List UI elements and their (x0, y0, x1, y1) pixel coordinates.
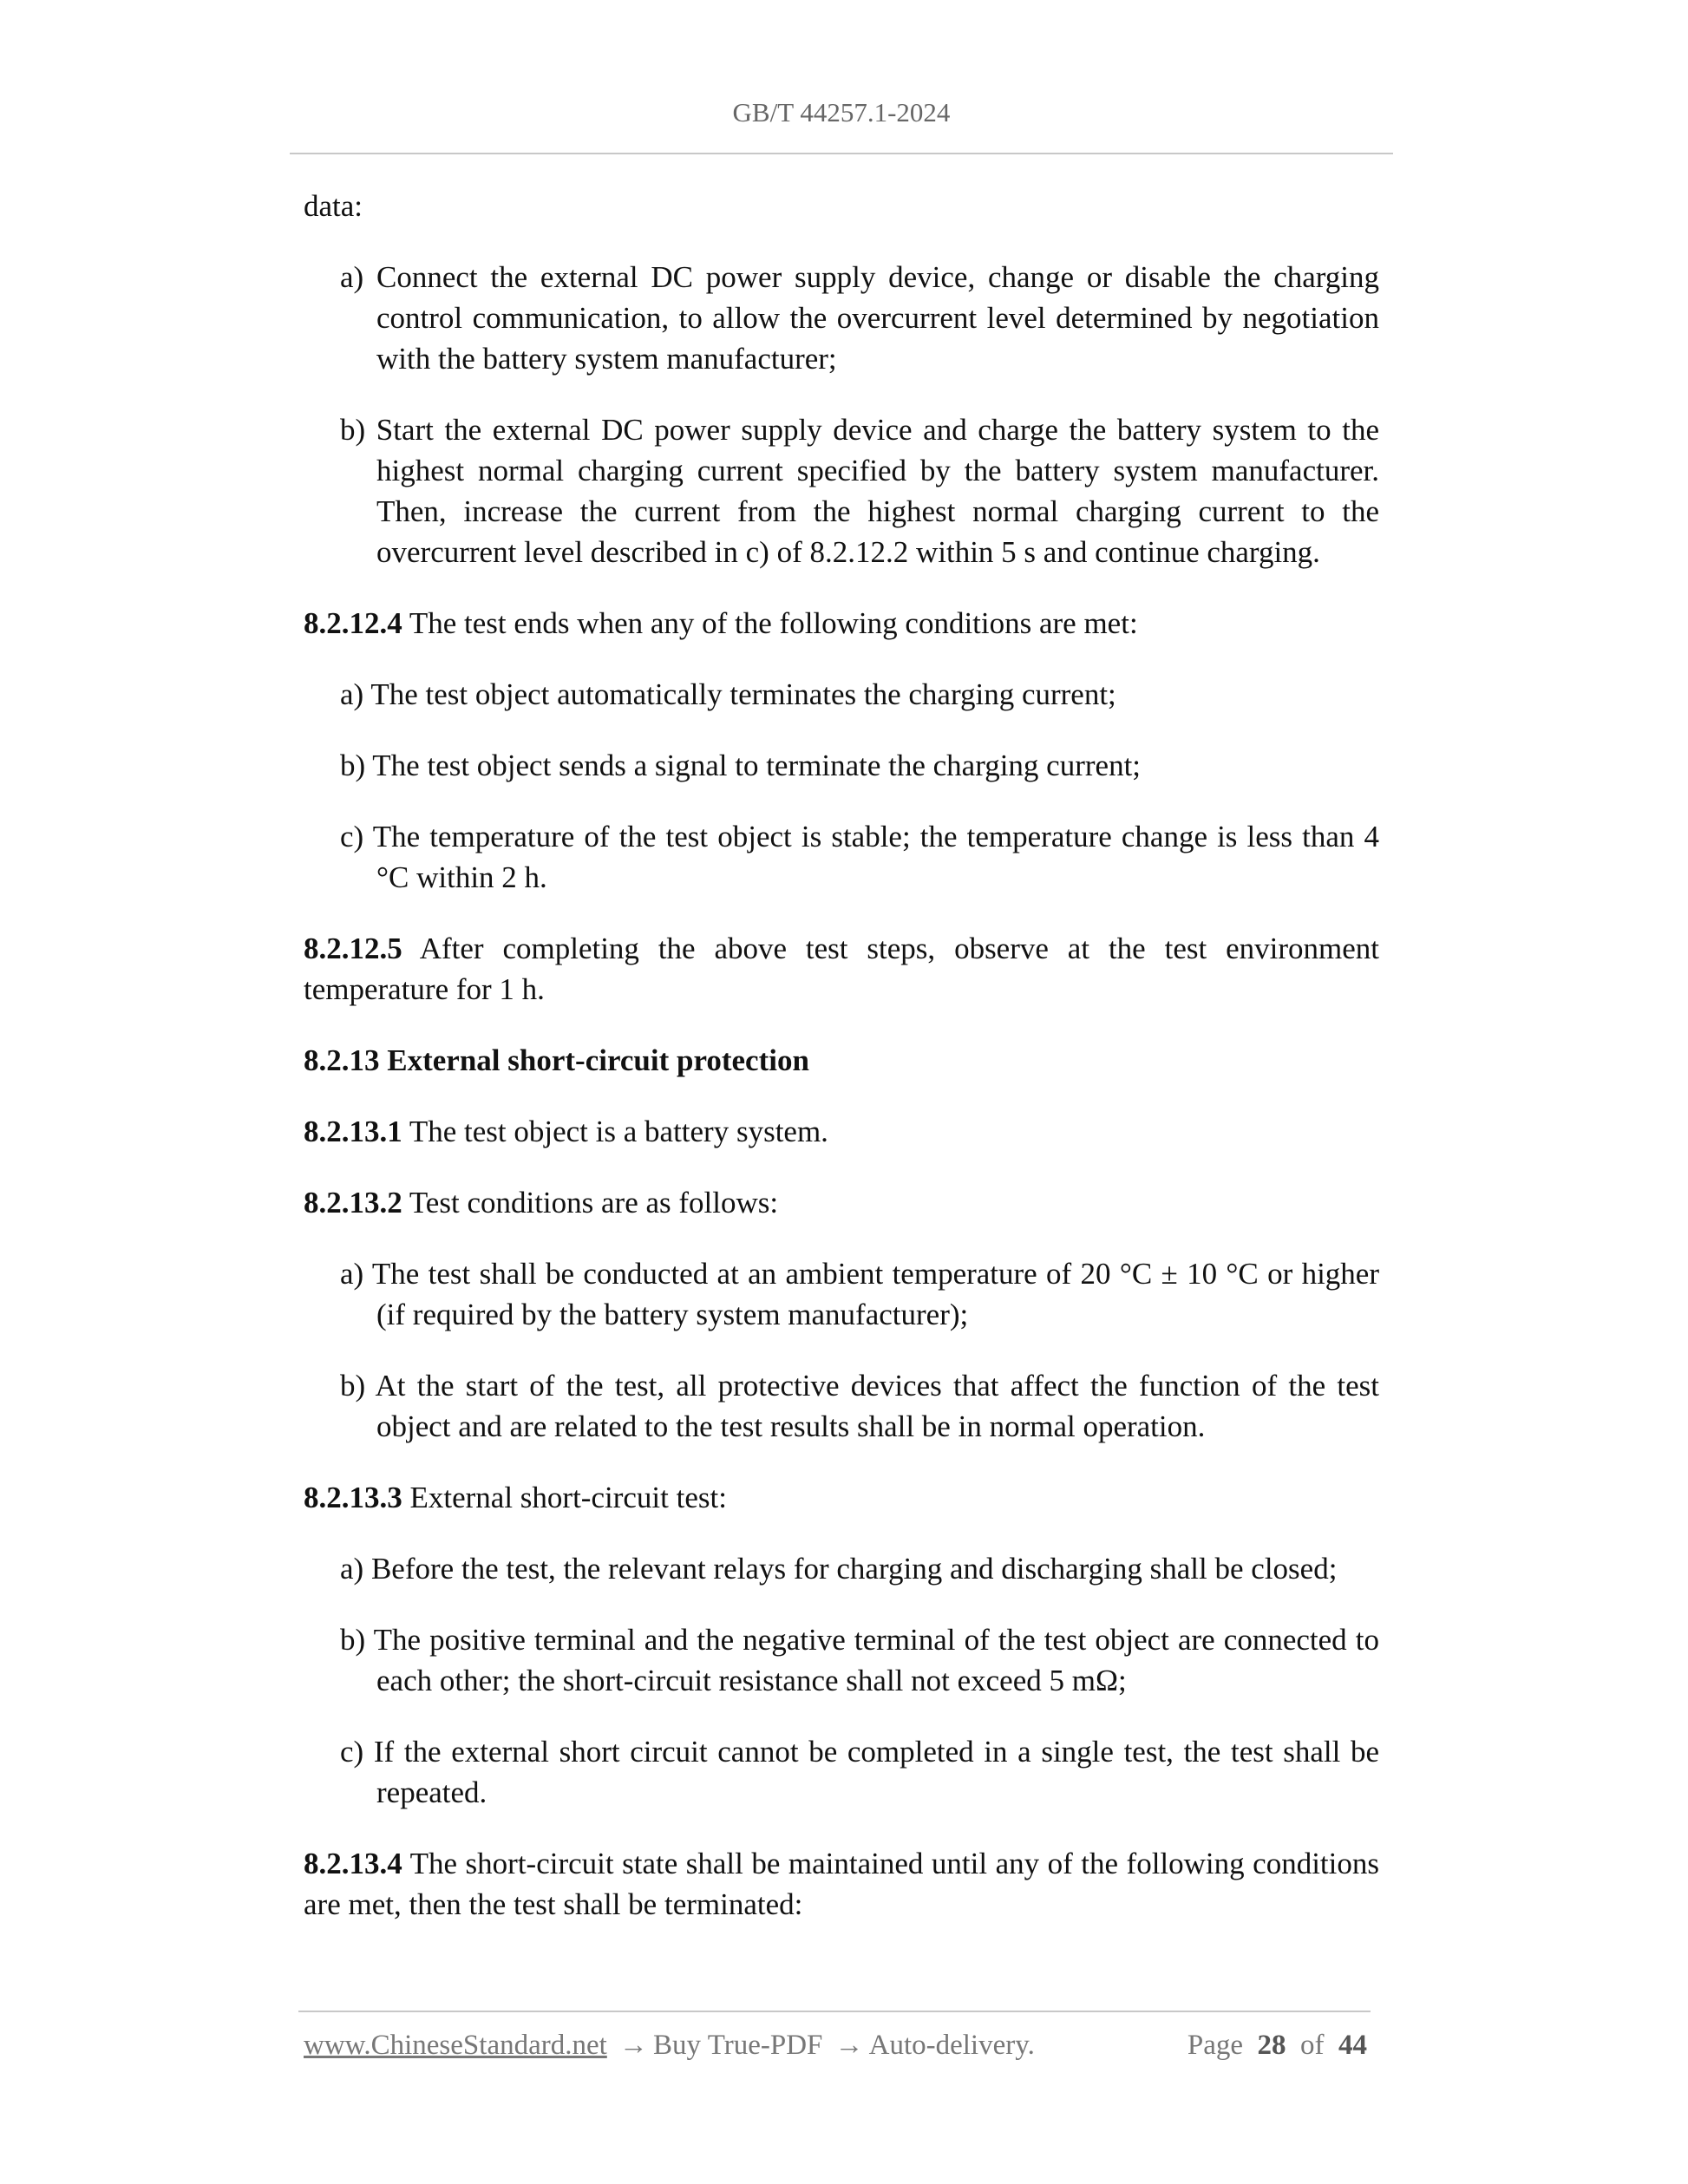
list-item (340, 1619, 1379, 1701)
page-number: 28 (1257, 2030, 1286, 2061)
arrow-right-icon: → (619, 2030, 649, 2061)
arrow-right-icon: → (834, 2030, 864, 2061)
intro-text: data: (304, 189, 363, 223)
list-marker: b) (340, 413, 366, 447)
footer-divider (298, 2011, 1371, 2012)
list-marker: b) (340, 749, 366, 782)
list-text: The temperature of the test object is stable; the temperature change is less than 4 °C within 2 h. (372, 820, 1379, 894)
list-item (340, 409, 1379, 572)
page-indicator (1187, 2030, 1367, 2062)
list-marker: a) (340, 677, 364, 711)
list-marker: b) (340, 1623, 366, 1657)
clause-text: The test ends when any of the following conditions are met: (409, 606, 1138, 640)
clause-8-2-12-5 (304, 928, 1379, 1010)
list-marker: a) (340, 1257, 364, 1291)
footer-promo (304, 2030, 1035, 2062)
clause-number: 8.2.12.5 (304, 932, 402, 965)
list-item (340, 1253, 1379, 1335)
list-text: The positive terminal and the negative terminal of the test object are connected to each other; the short-circuit resistance shall not exceed 5 mΩ; (373, 1623, 1379, 1697)
list-item (340, 1731, 1379, 1813)
list-marker: b) (340, 1369, 366, 1403)
clause-8-2-13-2 (304, 1182, 1379, 1223)
page-content (304, 186, 1379, 1955)
clause-text: Test conditions are as follows: (409, 1186, 779, 1220)
list-marker: c) (340, 820, 364, 853)
page-label: Page (1187, 2030, 1243, 2061)
site-link[interactable]: www.ChineseStandard.net (304, 2030, 607, 2061)
list-text: If the external short circuit cannot be completed in a single test, the test shall be repeated. (373, 1735, 1380, 1809)
clause-8-2-13-3 (304, 1477, 1379, 1518)
of-label: of (1300, 2030, 1325, 2061)
delivery-text: Auto-delivery. (868, 2030, 1035, 2061)
list-item (340, 1548, 1379, 1589)
list-item (340, 816, 1379, 898)
clause-number: 8.2.13.1 (304, 1115, 402, 1148)
list-text: Connect the external DC power supply device, change or disable the charging control communication, to allow the overcurrent level determined by negotiation with the battery system manufacturer; (376, 260, 1380, 376)
list-item (340, 1365, 1379, 1447)
clause-number: 8.2.13.4 (304, 1847, 402, 1880)
list-text: Before the test, the relevant relays for charging and discharging shall be closed; (370, 1552, 1338, 1586)
list-text: The test shall be conducted at an ambient temperature of 20 °C ± 10 °C or higher (if required by the battery system manufacturer); (371, 1257, 1379, 1331)
buy-text: Buy True-PDF (653, 2030, 823, 2061)
list-item (340, 745, 1379, 786)
section-heading-8-2-13: 8.2.13 External short-circuit protection (304, 1043, 809, 1077)
clause-text: External short-circuit test: (409, 1481, 727, 1514)
clause-text: The short-circuit state shall be maintained until any of the following conditions are met, then the test shall be terminated: (304, 1847, 1379, 1921)
clause-number: 8.2.12.4 (304, 606, 402, 640)
list-text: Start the external DC power supply device and charge the battery system to the highest normal charging current specified by the battery system manufacturer. Then, increase the current from the highest normal charging current to the overcurrent level described in c) of 8.2.12.2 within 5 s and continue charging. (376, 413, 1379, 569)
list-text: At the start of the test, all protective devices that affect the function of the test object and are related to the test results shall be in normal operation. (375, 1369, 1379, 1443)
page-total: 44 (1338, 2030, 1367, 2061)
document-id-header: GB/T 44257.1-2024 (732, 97, 951, 128)
list-text: The test object sends a signal to terminate the charging current; (372, 749, 1142, 782)
page-footer (304, 2030, 1367, 2062)
list-marker: c) (340, 1735, 364, 1769)
clause-8-2-13-1 (304, 1111, 1379, 1152)
clause-text: After completing the above test steps, observe at the test environment temperature for 1 h. (304, 932, 1379, 1006)
list-text: The test object automatically terminates the charging current; (370, 677, 1116, 711)
clause-8-2-12-4 (304, 603, 1379, 644)
list-item (340, 674, 1379, 715)
header-divider (290, 153, 1393, 154)
list-marker: a) (340, 1552, 364, 1586)
clause-number: 8.2.13.3 (304, 1481, 402, 1514)
clause-8-2-13-4 (304, 1843, 1379, 1925)
clause-number: 8.2.13.2 (304, 1186, 402, 1220)
list-item (340, 257, 1379, 379)
list-marker: a) (340, 260, 364, 294)
clause-text: The test object is a battery system. (409, 1115, 828, 1148)
